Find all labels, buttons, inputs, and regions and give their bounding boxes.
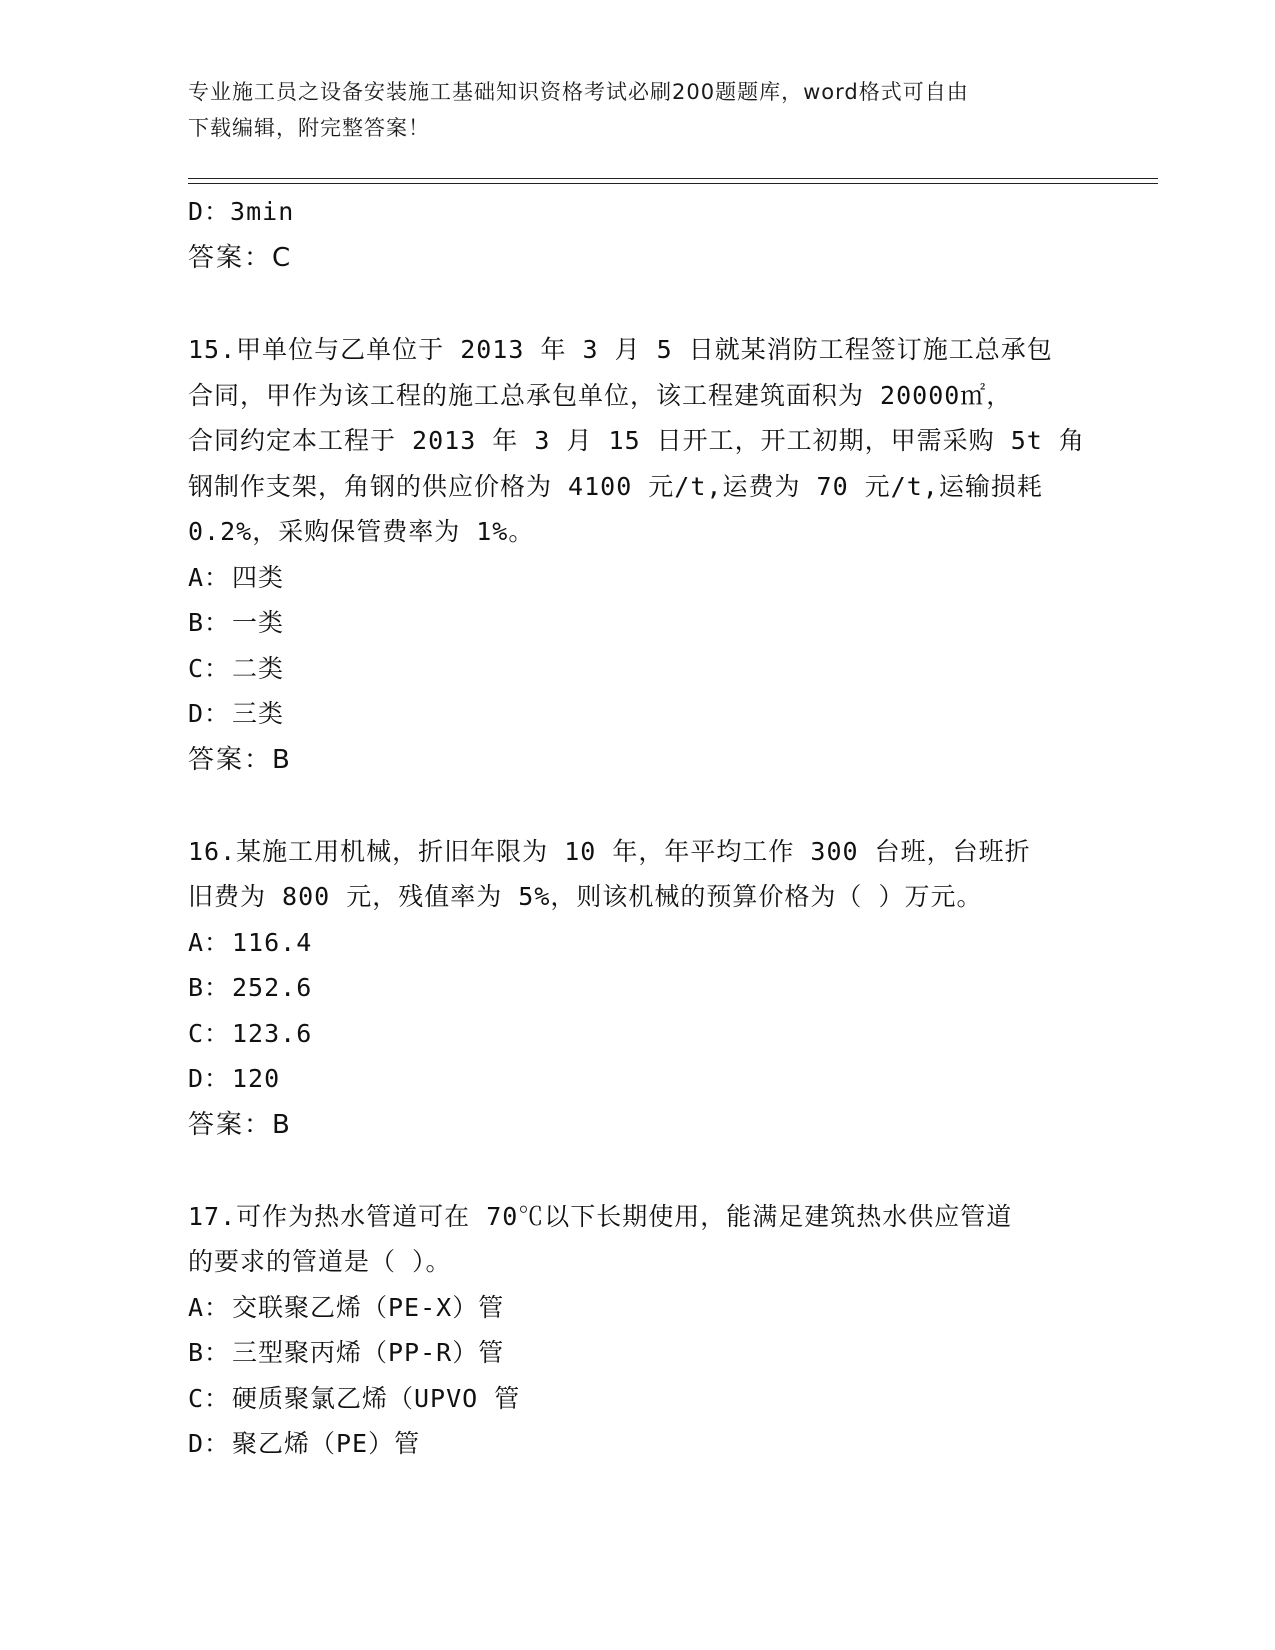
document-body	[188, 189, 1088, 1513]
option-text: 120	[232, 1064, 281, 1093]
answer-line: 答案：C	[188, 243, 293, 273]
question-stem-line: 合同约定本工程于 2013 年 3 月 15 日开工，开工初期，甲需采购 5t 角	[188, 426, 1085, 455]
question-stem-line: 16.某施工用机械，折旧年限为 10 年，年平均工作 300 台班，台班折	[188, 836, 1031, 866]
option-c	[188, 1011, 1088, 1057]
option-text: 三型聚丙烯（PP-R）管	[232, 1338, 505, 1367]
option-d	[188, 1056, 1088, 1102]
header-divider-bottom	[188, 183, 1158, 184]
option-d: D：3min	[188, 197, 295, 226]
option-letter: A：	[188, 1292, 231, 1322]
option-b	[188, 600, 1088, 646]
answer-line: 答案：B	[188, 744, 292, 775]
option-text: 交联聚乙烯（PE-X）管	[232, 1292, 505, 1322]
option-a	[188, 555, 1088, 601]
option-a	[188, 920, 1088, 966]
option-d	[188, 691, 1088, 737]
question-15	[188, 327, 1088, 783]
header-divider-top	[188, 178, 1158, 179]
question-stem-line: 15.甲单位与乙单位于 2013 年 3 月 5 日就某消防工程签订施工总承包	[188, 335, 1053, 364]
question-stem-line: 合同，甲作为该工程的施工总承包单位，该工程建筑面积为 20000㎡，	[188, 380, 1013, 410]
question-stem-line: 0.2%，采购保管费率为 1%。	[188, 517, 535, 546]
question-16	[188, 829, 1088, 1148]
previous-question-tail	[188, 189, 1088, 281]
option-text: 硬质聚氯乙烯（UPVO 管	[232, 1383, 521, 1413]
option-letter: B：	[188, 973, 231, 1002]
option-letter: D：	[188, 1064, 231, 1093]
option-letter: C：	[188, 1383, 231, 1413]
option-b	[188, 1330, 1088, 1376]
document-header	[188, 74, 1068, 146]
option-text: 三类	[232, 699, 285, 728]
option-text: 二类	[232, 653, 285, 683]
option-text: 聚乙烯（PE）管	[232, 1429, 421, 1458]
header-title-line-2: 下载编辑，附完整答案！	[188, 116, 430, 140]
option-letter: A：	[188, 562, 231, 592]
option-text: 252.6	[232, 973, 313, 1002]
question-stem-line: 17.可作为热水管道可在 70℃以下长期使用，能满足建筑热水供应管道	[188, 1201, 1013, 1231]
option-letter: B：	[188, 1338, 231, 1367]
question-stem-line: 钢制作支架，角钢的供应价格为 4100 元/t,运费为 70 元/t,运输损耗	[188, 471, 1043, 501]
option-c	[188, 646, 1088, 692]
option-letter: C：	[188, 653, 231, 683]
option-text: 123.6	[232, 1018, 313, 1048]
option-letter: B：	[188, 608, 231, 637]
option-c	[188, 1376, 1088, 1422]
option-letter: C：	[188, 1018, 231, 1048]
option-a	[188, 1285, 1088, 1331]
question-stem-line: 的要求的管道是（ ）。	[188, 1247, 452, 1276]
option-text: 一类	[232, 608, 285, 637]
option-b	[188, 965, 1088, 1011]
option-text: 四类	[232, 562, 285, 592]
option-letter: D：	[188, 699, 231, 728]
header-title-line-1: 专业施工员之设备安装施工基础知识资格考试必刷200题题库，word格式可自由	[188, 80, 969, 104]
question-stem-line: 旧费为 800 元，残值率为 5%，则该机械的预算价格为（ ）万元。	[188, 882, 983, 911]
option-d	[188, 1421, 1088, 1467]
question-17	[188, 1194, 1088, 1467]
option-letter: D：	[188, 1429, 231, 1458]
option-text: 116.4	[232, 927, 313, 957]
option-letter: A：	[188, 927, 231, 957]
answer-line: 答案：B	[188, 1109, 292, 1140]
